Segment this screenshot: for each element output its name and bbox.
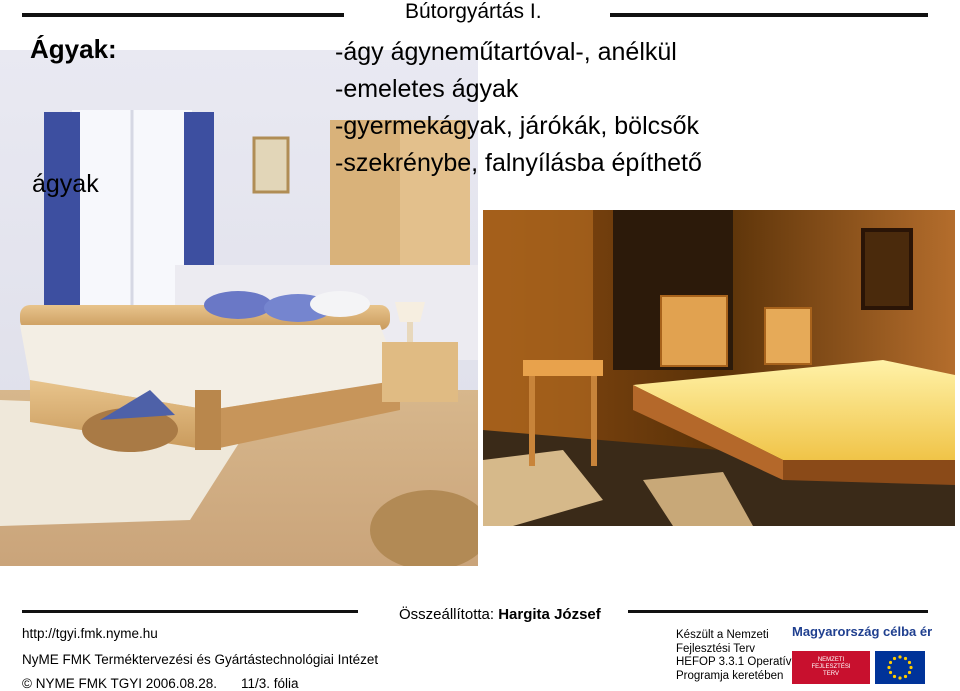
bullet-item: -gyermekágyak, járókák, bölcsők [335,112,700,140]
footer-rule-right [628,610,928,613]
slide-number: 11/3. fólia [241,676,299,691]
footer-url[interactable]: http://tgyi.fmk.nyme.hu [22,626,158,641]
eu-flag-icon [875,651,925,684]
credit-prefix: Összeállította: [399,606,495,623]
right-photo [483,210,955,526]
funding-line: Programja keretében [676,669,784,682]
funding-line: HEFOP 3.3.1 Operatív [676,656,792,669]
nft-logo [792,651,870,684]
bullet-item: -emeletes ágyak [335,75,519,103]
nft-logo-text: NEMZETI FEJLESZTÉSI TERV [811,657,851,677]
credit-name: Hargita József [498,606,601,623]
side-label: ágyak [32,170,99,198]
funding-line: Fejlesztési Terv [676,642,756,655]
footer-institute: NyME FMK Terméktervezési és Gyártástechnológiai Intézet [22,652,379,667]
slide-title: Bútorgyártás I. [405,0,542,23]
funding-line: Készült a Nemzeti [676,629,769,641]
footer-rule-left [22,610,358,613]
bullet-item: -ágy ágyneműtartóval-, anélkül [335,38,677,66]
funding-note [676,629,791,683]
credit [399,606,601,623]
footer-copyright: © NYME FMK TGYI 2006.08.28. [22,676,218,691]
slide-heading: Ágyak: [30,34,117,64]
bullet-item: -szekrénybe, falnyílásba építhető [335,149,702,177]
header-rule-right [610,13,928,17]
brand-slogan: Magyarország célba ér [792,624,933,639]
header-rule-left [22,13,344,17]
bullet-list [335,34,702,182]
